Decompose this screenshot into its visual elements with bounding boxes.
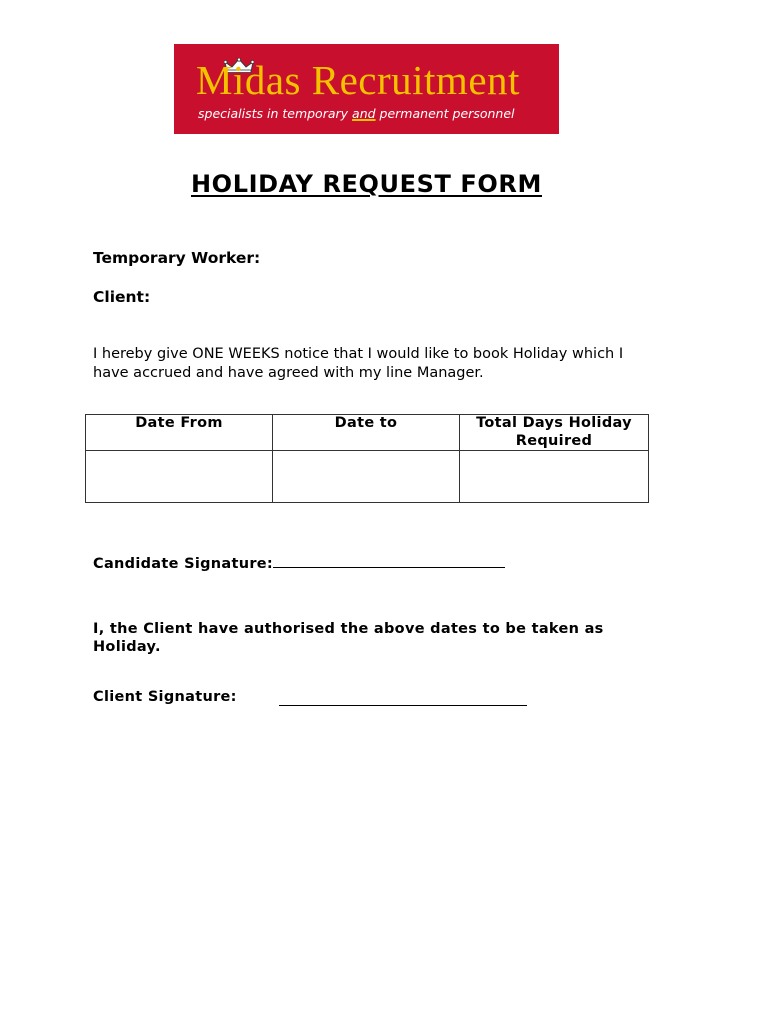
total-days-header: Total Days Holiday Required bbox=[460, 415, 649, 451]
client-signature-line[interactable] bbox=[279, 689, 527, 706]
company-logo bbox=[174, 44, 559, 134]
table-header-row bbox=[86, 415, 649, 451]
table-row bbox=[86, 451, 649, 503]
notice-text: I hereby give ONE WEEKS notice that I would like to book Holiday which I have accrued and have agreed with my line Manager. bbox=[93, 346, 624, 381]
candidate-signature-label: Candidate Signature: bbox=[93, 556, 274, 572]
client-label: Client: bbox=[93, 288, 151, 306]
date-from-header: Date From bbox=[86, 415, 273, 451]
date-to-header: Date to bbox=[273, 415, 460, 451]
client-signature-label: Client Signature: bbox=[93, 689, 237, 705]
temporary-worker-label: Temporary Worker: bbox=[93, 249, 261, 267]
holiday-dates-table bbox=[85, 414, 649, 503]
authorisation-text: I, the Client have authorised the above dates to be taken as Holiday. bbox=[93, 621, 604, 655]
total-days-cell[interactable] bbox=[460, 451, 649, 503]
logo-tagline: specialists in temporary and permanent personnel bbox=[198, 106, 515, 121]
page-title: HOLIDAY REQUEST FORM bbox=[191, 170, 542, 198]
candidate-signature-row bbox=[93, 551, 505, 574]
logo-brand-name: Midas Recruitment bbox=[196, 57, 520, 103]
date-from-cell[interactable] bbox=[86, 451, 273, 503]
date-to-cell[interactable] bbox=[273, 451, 460, 503]
candidate-signature-line[interactable] bbox=[273, 551, 505, 568]
